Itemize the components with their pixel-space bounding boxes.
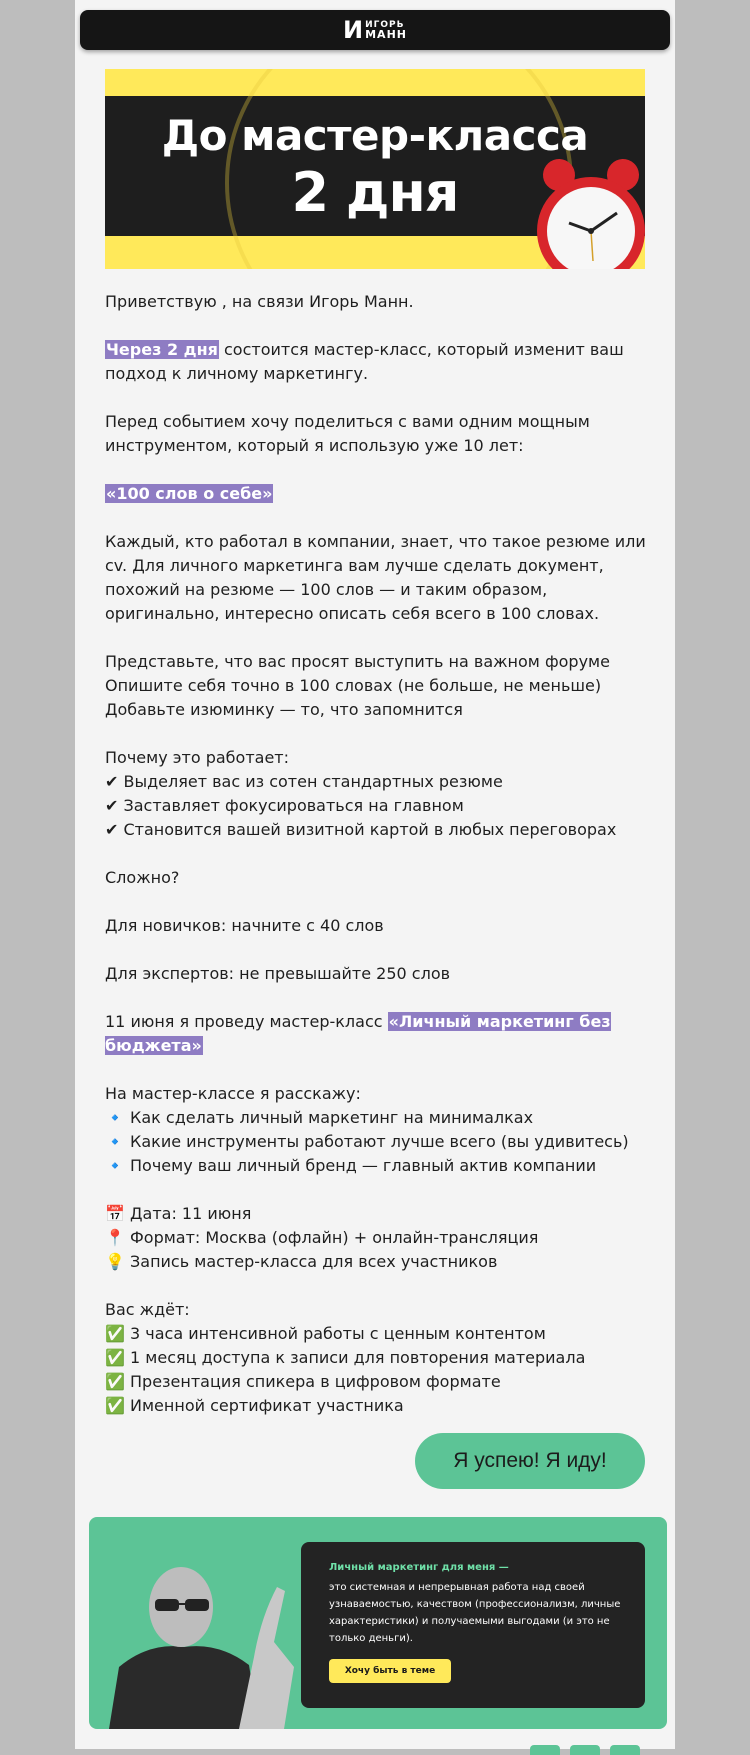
tool-name-paragraph [105,482,650,506]
highlight-days: Через 2 дня [106,340,218,359]
expert-tip: Для экспертов: не превышайте 250 слов [105,964,451,983]
intro-paragraph [105,338,650,386]
why-item: ✔ Становится вашей визитной картой в любых переговорах [105,820,617,839]
logo-line1: ИГОРЬ [365,20,405,30]
imagine-block [105,650,650,722]
imagine-line: Представьте, что вас просят выступить на важном форуме [105,652,610,671]
highlight-masterclass: «Личный маркетинг без бюджета» [105,1012,611,1055]
countdown-banner [105,69,645,269]
logo-mark: И [343,16,362,44]
resume-paragraph: Каждый, кто работал в компании, знает, что такое резюме или cv. Для личного маркетинга вам лучше сделать документ, похожий на резюме — 100 слов — и таким образом, оригинально, интересно описать себя всего в 100 словах. [105,532,646,623]
masterclass-paragraph [105,1010,650,1058]
tell-item: 🔹 Как сделать личный маркетинг на минималках [105,1108,534,1127]
subscribe-button[interactable]: Хочу быть в теме [329,1659,451,1683]
masterclass-text: 11 июня я проведу мастер-класс [105,1012,388,1031]
alarm-clock-icon [519,153,645,269]
header-bar [80,10,670,50]
email-page [75,0,675,1749]
promo-banner[interactable] [89,1517,667,1729]
email-body [105,290,650,1418]
hard-question: Сложно? [105,868,180,887]
imagine-line: Опишите себя точно в 100 словах (не больше, не меньше) [105,676,602,695]
info-date: 📅 Дата: 11 июня [105,1204,252,1223]
novice-tip: Для новичков: начните с 40 слов [105,916,384,935]
logo-line2: МАНН [365,28,407,41]
wait-title: Вас ждёт: [105,1300,190,1319]
social-icon[interactable] [570,1745,600,1755]
why-title: Почему это работает: [105,748,290,767]
tell-block [105,1082,650,1178]
promo-title: Личный маркетинг для меня — [329,1562,509,1573]
promo-text: это системная и непрерывная работа над своей узнаваемостью, качеством (профессионализм, личные характеристики) и получаемыми выгодами (и это не только деньги). [329,1582,621,1644]
speaker-photo [89,1547,314,1729]
info-block [105,1202,650,1274]
register-button[interactable]: Я успею! Я иду! [415,1433,645,1489]
social-icon[interactable] [530,1745,560,1755]
wait-item: ✅ 3 часа интенсивной работы с ценным контентом [105,1324,546,1343]
banner-title: До мастер-класса [161,111,589,160]
logo[interactable] [343,18,407,42]
wait-item: ✅ Именной сертификат участника [105,1396,404,1415]
wait-item: ✅ Презентация спикера в цифровом формате [105,1372,501,1391]
why-item: ✔ Заставляет фокусироваться на главном [105,796,464,815]
greeting: Приветствую , на связи Игорь Манн. [105,292,414,311]
info-format: 📍 Формат: Москва (офлайн) + онлайн-трансляция [105,1228,539,1247]
promo-card [301,1542,645,1708]
why-block [105,746,650,842]
info-recording: 💡 Запись мастер-класса для всех участников [105,1252,498,1271]
why-item: ✔ Выделяет вас из сотен стандартных резюме [105,772,503,791]
tell-item: 🔹 Почему ваш личный бренд — главный актив компании [105,1156,597,1175]
footer-social-row [530,1745,650,1755]
intro-rest: состоится мастер-класс, который изменит ваш подход к личному маркетингу. [105,340,624,383]
tell-item: 🔹 Какие инструменты работают лучше всего (вы удивитесь) [105,1132,629,1151]
wait-item: ✅ 1 месяц доступа к записи для повторения материала [105,1348,586,1367]
highlight-tool: «100 слов о себе» [106,484,273,503]
tool-paragraph: Перед событием хочу поделиться с вами одним мощным инструментом, который я использую уже 10 лет: [105,412,590,455]
banner-days: 2 дня [291,161,459,224]
tell-title: На мастер-классе я расскажу: [105,1084,361,1103]
wait-block [105,1298,650,1418]
imagine-line: Добавьте изюминку — то, что запомнится [105,700,463,719]
social-icon[interactable] [610,1745,640,1755]
logo-text [365,20,407,40]
